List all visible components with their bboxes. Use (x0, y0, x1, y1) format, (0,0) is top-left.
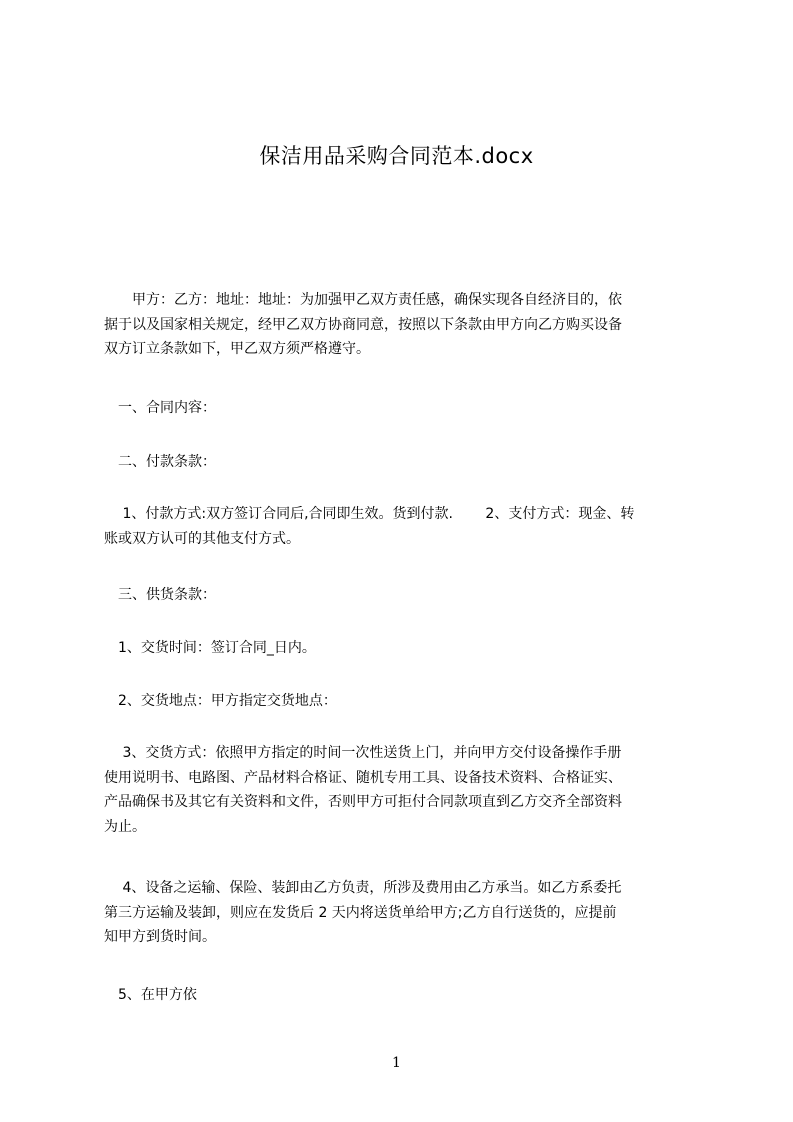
text-line: 为止。 (104, 818, 146, 835)
text-line: 据于以及国家相关规定，经甲乙双方协商同意，按照以下条款由甲方向乙方购买设备 (104, 316, 622, 333)
text-line: 2、交货地点：甲方指定交货地点： (104, 693, 337, 709)
text-line: 1、交货时间：签订合同_日内。 (104, 640, 316, 656)
text-line: 4、设备之运输、保险、装卸由乙方负责，所涉及费用由乙方承当。如乙方系委托 (104, 880, 622, 896)
text-line: 一、合同内容： (104, 400, 216, 416)
text-line: 产品确保书及其它有关资料和文件，否则甲方可拒付合同款项直到乙方交齐全部资料 (104, 794, 622, 810)
paragraph-item-5 (104, 983, 710, 1008)
text-line: 账或双方认可的其他支付方式。 (104, 530, 300, 547)
section-heading-payment-terms (104, 450, 710, 475)
text-line: 1、付款方式:双方签订合同后,合同即生效。货到付款. 2、支付方式：现金、转 (104, 506, 635, 522)
paragraph-delivery-place (104, 689, 710, 714)
text-line: 5、在甲方依 (104, 987, 197, 1003)
paragraph-transport (104, 876, 710, 950)
paragraph-delivery-time (104, 636, 710, 661)
text-line: 3、交货方式：依照甲方指定的时间一次性送货上门，并向甲方交付设备操作手册 (104, 745, 622, 761)
text-line: 甲方：乙方：地址：地址：为加强甲乙双方责任感，确保实现各自经济目的，依 (104, 292, 622, 308)
paragraph-intro (104, 288, 710, 362)
section-heading-supply-terms (104, 583, 710, 608)
page-number: 1 (392, 1055, 401, 1071)
section-heading-contract-content (104, 396, 710, 421)
text-line: 第三方运输及装卸，则应在发货后 2 天内将送货单给甲方;乙方自行送货的，应提前 (104, 904, 617, 921)
document-title: 保洁用品采购合同范本.docx (259, 144, 534, 168)
text-line: 知甲方到货时间。 (104, 929, 216, 945)
text-line: 使用说明书、电路图、产品材料合格证、随机专用工具、设备技术资料、合格证实、 (104, 769, 622, 786)
paragraph-delivery-method (104, 741, 710, 839)
text-line: 二、付款条款： (104, 454, 216, 470)
text-line: 三、供货条款： (104, 587, 216, 603)
text-line: 双方订立条款如下，甲乙双方须严格遵守。 (104, 341, 370, 357)
paragraph-payment-method (104, 502, 710, 551)
